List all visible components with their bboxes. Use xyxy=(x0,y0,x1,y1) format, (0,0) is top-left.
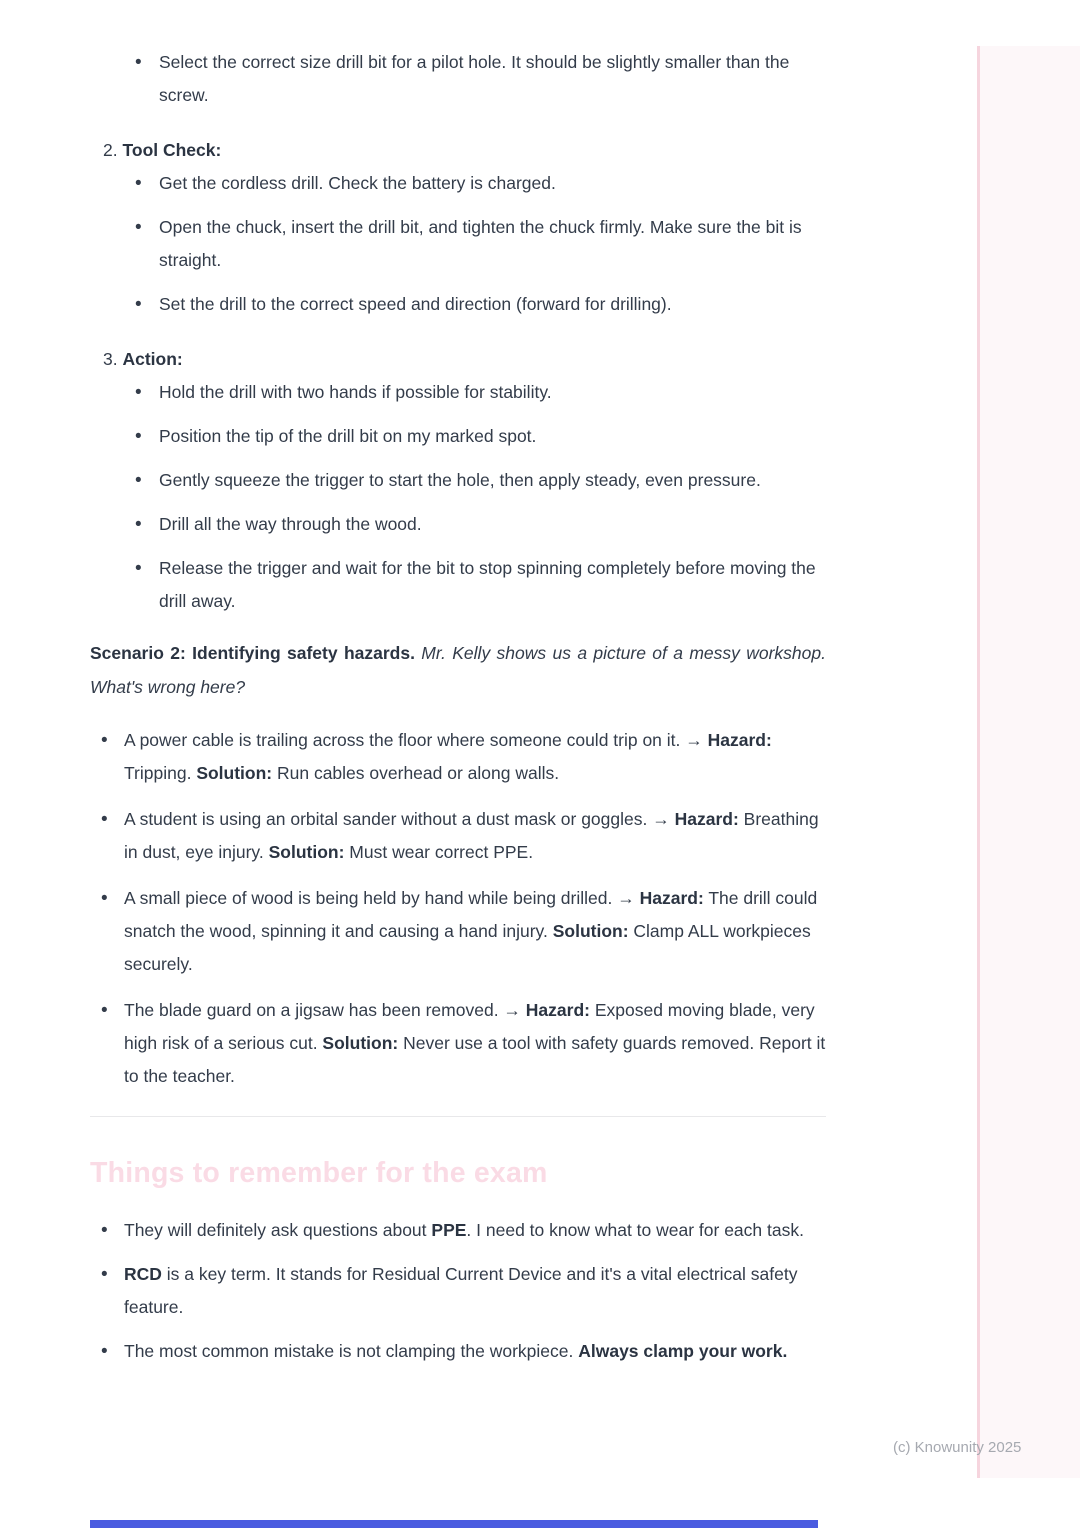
hazard-list xyxy=(90,724,826,1093)
exam-item xyxy=(90,1258,826,1324)
step-heading xyxy=(90,343,826,376)
hazard-item xyxy=(90,882,826,981)
step-number: 2. xyxy=(103,140,118,160)
hazard-label: Hazard: xyxy=(525,1000,590,1020)
hazard-text: Breathing in dust, eye injury. xyxy=(124,809,819,862)
exam-item xyxy=(90,1335,826,1368)
hazard-label: Hazard: xyxy=(707,730,772,750)
solution-label: Solution: xyxy=(552,921,629,941)
hazard-item xyxy=(90,994,826,1093)
hazard-item xyxy=(90,803,826,869)
step-bullet: • Drill all the way through the wood. xyxy=(90,508,826,541)
scenario-title: Scenario 2: Identifying safety hazards. xyxy=(90,643,415,663)
hazard-text: A student is using an orbital sander without a dust mask or goggles. → xyxy=(124,809,675,829)
exam-heading: Things to remember for the exam xyxy=(90,1157,548,1189)
hazard-item xyxy=(90,724,826,790)
exam-text: The most common mistake is not clamping the workpiece. xyxy=(124,1341,579,1361)
intro-bullet: • Select the correct size drill bit for a pilot hole. It should be slightly smaller than the screw. xyxy=(90,46,826,112)
solution-label: Solution: xyxy=(268,842,345,862)
intro-list xyxy=(90,46,826,112)
solution-label: Solution: xyxy=(196,763,273,783)
hazard-text: A power cable is trailing across the floor where someone could trip on it. → xyxy=(124,730,708,750)
step-heading xyxy=(90,134,826,167)
exam-text: is a key term. It stands for Residual Current Device and it's a vital electrical safety feature. xyxy=(124,1264,798,1317)
solution-label: Solution: xyxy=(322,1033,399,1053)
exam-item xyxy=(90,1214,826,1247)
scenario-paragraph xyxy=(90,636,826,704)
exam-list xyxy=(90,1214,826,1368)
step-bullet-list xyxy=(90,167,826,321)
side-rail xyxy=(980,46,1080,1478)
section-divider xyxy=(90,1116,826,1117)
step-label: Action: xyxy=(122,349,183,369)
step-bullet: • Get the cordless drill. Check the battery is charged. xyxy=(90,167,826,200)
exam-text: They will definitely ask questions about xyxy=(124,1220,432,1240)
exam-keyword: RCD xyxy=(124,1264,162,1284)
hazard-text: A small piece of wood is being held by hand while being drilled. → xyxy=(124,888,640,908)
step-tool-check xyxy=(90,134,826,321)
step-bullet: • Release the trigger and wait for the bit to stop spinning completely before moving the drill away. xyxy=(90,552,826,618)
exam-keyword: Always clamp your work. xyxy=(578,1341,788,1361)
step-number: 3. xyxy=(103,349,118,369)
solution-text: Clamp ALL workpieces securely. xyxy=(124,921,811,974)
step-bullet: • Open the chuck, insert the drill bit, and tighten the chuck firmly. Make sure the bit is straight. xyxy=(90,211,826,277)
hazard-label: Hazard: xyxy=(674,809,739,829)
step-label: Tool Check: xyxy=(122,140,222,160)
step-bullet-list xyxy=(90,376,826,618)
scenario-description: Mr. Kelly shows us a picture of a messy workshop. What's wrong here? xyxy=(90,643,826,697)
hazard-text: The drill could snatch the wood, spinning it and causing a hand injury. xyxy=(124,888,818,941)
step-bullet: • Position the tip of the drill bit on my marked spot. xyxy=(90,420,826,453)
hazard-text: The blade guard on a jigsaw has been removed. → xyxy=(124,1000,526,1020)
hazard-text: Tripping. xyxy=(124,763,197,783)
solution-text: Run cables overhead or along walls. xyxy=(272,763,560,783)
hazard-label: Hazard: xyxy=(639,888,704,908)
exam-keyword: PPE xyxy=(431,1220,467,1240)
step-bullet: • Set the drill to the correct speed and direction (forward for drilling). xyxy=(90,288,826,321)
bottom-accent-bar xyxy=(90,1520,818,1528)
side-rail-line xyxy=(977,46,980,1478)
solution-text: Never use a tool with safety guards removed. Report it to the teacher. xyxy=(124,1033,826,1086)
step-action xyxy=(90,343,826,618)
document-content xyxy=(90,46,826,1379)
step-bullet: • Gently squeeze the trigger to start the hole, then apply steady, even pressure. xyxy=(90,464,826,497)
hazard-text: Exposed moving blade, very high risk of a serious cut. xyxy=(124,1000,815,1053)
step-bullet: • Hold the drill with two hands if possible for stability. xyxy=(90,376,826,409)
watermark: (c) Knowunity 2025 xyxy=(893,1439,1022,1456)
solution-text: Must wear correct PPE. xyxy=(344,842,534,862)
exam-text: . I need to know what to wear for each task. xyxy=(466,1220,804,1240)
